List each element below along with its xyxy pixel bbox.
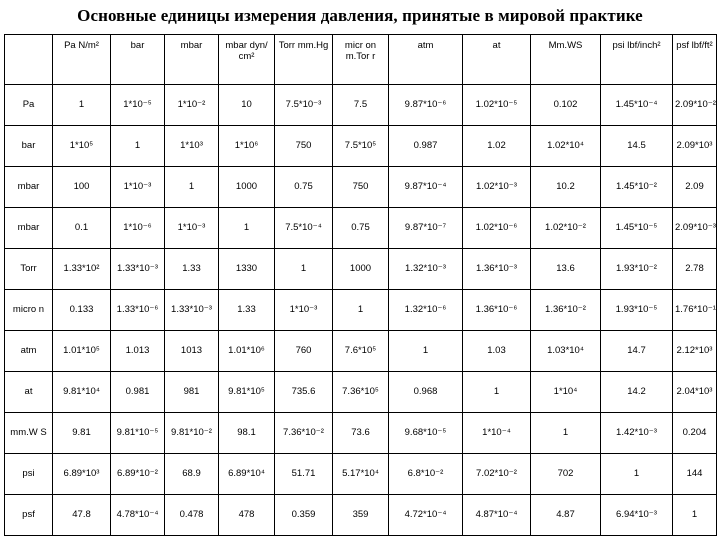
table-cell: 1.45*10⁻⁵	[601, 208, 673, 249]
table-cell: 1	[219, 208, 275, 249]
table-cell: 702	[531, 454, 601, 495]
table-cell: 2.09*10³	[673, 126, 717, 167]
row-unit-label: Torr	[5, 249, 53, 290]
table-cell: 1.93*10⁻⁵	[601, 290, 673, 331]
table-cell: 1330	[219, 249, 275, 290]
row-unit-label: Pa	[5, 85, 53, 126]
table-row	[5, 167, 717, 208]
table-cell: 1	[601, 454, 673, 495]
table-cell: 1.02*10⁴	[531, 126, 601, 167]
table-cell: 1.45*10⁻⁴	[601, 85, 673, 126]
table-cell: 0.478	[165, 495, 219, 536]
table-cell: 1.33*10⁻⁶	[111, 290, 165, 331]
table-cell: 1.01*10⁵	[53, 331, 111, 372]
table-cell: 6.89*10³	[53, 454, 111, 495]
table-cell: 750	[333, 167, 389, 208]
row-unit-label: bar	[5, 126, 53, 167]
row-unit-label: atm	[5, 331, 53, 372]
table-row	[5, 290, 717, 331]
table-cell: 9.81*10⁵	[219, 372, 275, 413]
table-cell: 1	[463, 372, 531, 413]
table-cell: 1.36*10⁻²	[531, 290, 601, 331]
table-cell: 9.81*10⁻⁵	[111, 413, 165, 454]
table-row	[5, 85, 717, 126]
table-cell: 1.01*10⁶	[219, 331, 275, 372]
table-cell: 0.75	[333, 208, 389, 249]
table-cell: 1.45*10⁻²	[601, 167, 673, 208]
table-cell: 981	[165, 372, 219, 413]
table-cell: 1.33*10²	[53, 249, 111, 290]
table-cell: 0.1	[53, 208, 111, 249]
table-cell: 7.5	[333, 85, 389, 126]
table-cell: 1.32*10⁻⁶	[389, 290, 463, 331]
row-unit-label: micro n	[5, 290, 53, 331]
table-cell: 0.987	[389, 126, 463, 167]
table-cell: 13.6	[531, 249, 601, 290]
table-cell: 760	[275, 331, 333, 372]
table-cell: 4.78*10⁻⁴	[111, 495, 165, 536]
table-cell: 1*10⁻³	[165, 208, 219, 249]
table-cell: 0.968	[389, 372, 463, 413]
table-cell: 9.68*10⁻⁵	[389, 413, 463, 454]
table-cell: 1	[389, 331, 463, 372]
table-cell: 9.81*10⁻²	[165, 413, 219, 454]
table-cell: 7.5*10⁵	[333, 126, 389, 167]
column-header: Torr mm.Hg	[275, 35, 333, 85]
table-cell: 7.5*10⁻⁴	[275, 208, 333, 249]
row-unit-label: mm.W S	[5, 413, 53, 454]
table-cell: 1	[111, 126, 165, 167]
table-cell: 7.36*10⁻²	[275, 413, 333, 454]
table-cell: 4.87*10⁻⁴	[463, 495, 531, 536]
table-cell: 1	[165, 167, 219, 208]
table-cell: 1013	[165, 331, 219, 372]
table-cell: 1.33*10⁻³	[111, 249, 165, 290]
table-cell: 359	[333, 495, 389, 536]
table-cell: 1.93*10⁻²	[601, 249, 673, 290]
table-cell: 98.1	[219, 413, 275, 454]
table-cell: 2.78	[673, 249, 717, 290]
table-cell: 2.09*10⁻²	[673, 85, 717, 126]
table-cell: 7.02*10⁻²	[463, 454, 531, 495]
table-cell: 6.8*10⁻²	[389, 454, 463, 495]
table-cell: 1*10⁻⁶	[111, 208, 165, 249]
table-cell: 1.33*10⁻³	[165, 290, 219, 331]
pressure-conversion-table	[4, 34, 717, 536]
table-cell: 1*10⁻²	[165, 85, 219, 126]
table-cell: 51.71	[275, 454, 333, 495]
table-cell: 1000	[333, 249, 389, 290]
row-unit-label: psi	[5, 454, 53, 495]
table-cell: 4.87	[531, 495, 601, 536]
table-cell: 9.87*10⁻⁶	[389, 85, 463, 126]
table-cell: 10.2	[531, 167, 601, 208]
table-cell: 1.02*10⁻⁵	[463, 85, 531, 126]
table-row	[5, 413, 717, 454]
table-cell: 14.5	[601, 126, 673, 167]
table-cell: 7.5*10⁻³	[275, 85, 333, 126]
page-title: Основные единицы измерения давления, принятые в мировой практике	[77, 6, 643, 25]
table-cell: 1*10⁻³	[111, 167, 165, 208]
table-cell: 0.981	[111, 372, 165, 413]
table-cell: 478	[219, 495, 275, 536]
column-header: at	[463, 35, 531, 85]
table-cell: 68.9	[165, 454, 219, 495]
table-cell: 2.09	[673, 167, 717, 208]
table-cell: 73.6	[333, 413, 389, 454]
table-cell: 4.72*10⁻⁴	[389, 495, 463, 536]
table-cell: 1	[531, 413, 601, 454]
table-cell: 1*10⁻⁴	[463, 413, 531, 454]
column-header: mbar	[165, 35, 219, 85]
table-row	[5, 126, 717, 167]
table-cell: 144	[673, 454, 717, 495]
column-header: Pa N/m²	[53, 35, 111, 85]
table-row	[5, 331, 717, 372]
table-cell: 0.133	[53, 290, 111, 331]
table-cell: 1.32*10⁻³	[389, 249, 463, 290]
table-cell: 1*10⁴	[531, 372, 601, 413]
table-cell: 1.33	[165, 249, 219, 290]
header-corner-cell	[5, 35, 53, 85]
table-cell: 9.87*10⁻⁴	[389, 167, 463, 208]
table-cell: 1*10⁵	[53, 126, 111, 167]
table-cell: 1.02*10⁻²	[531, 208, 601, 249]
table-cell: 1.02*10⁻⁶	[463, 208, 531, 249]
table-cell: 1*10⁻⁵	[111, 85, 165, 126]
column-header: bar	[111, 35, 165, 85]
table-cell: 0.75	[275, 167, 333, 208]
table-cell: 1.02	[463, 126, 531, 167]
row-unit-label: psf	[5, 495, 53, 536]
table-cell: 1.02*10⁻³	[463, 167, 531, 208]
table-cell: 1.03*10⁴	[531, 331, 601, 372]
column-header: psi lbf/inch²	[601, 35, 673, 85]
table-cell: 9.81*10⁴	[53, 372, 111, 413]
column-header: atm	[389, 35, 463, 85]
table-cell: 750	[275, 126, 333, 167]
table-cell: 1	[673, 495, 717, 536]
table-cell: 7.6*10⁵	[333, 331, 389, 372]
table-cell: 9.87*10⁻⁷	[389, 208, 463, 249]
column-header: mbar dyn/ cm²	[219, 35, 275, 85]
table-cell: 1.36*10⁻³	[463, 249, 531, 290]
table-row	[5, 372, 717, 413]
table-cell: 1*10⁶	[219, 126, 275, 167]
table-cell: 5.17*10⁴	[333, 454, 389, 495]
table-cell: 1000	[219, 167, 275, 208]
table-cell: 0.204	[673, 413, 717, 454]
table-cell: 1.76*10⁻¹	[673, 290, 717, 331]
table-cell: 0.102	[531, 85, 601, 126]
table-row	[5, 454, 717, 495]
table-cell: 1*10⁻³	[275, 290, 333, 331]
row-unit-label: mbar	[5, 167, 53, 208]
table-cell: 47.8	[53, 495, 111, 536]
table-cell: 1.42*10⁻³	[601, 413, 673, 454]
table-cell: 6.89*10⁻²	[111, 454, 165, 495]
table-cell: 1.36*10⁻⁶	[463, 290, 531, 331]
table-row	[5, 208, 717, 249]
header-row	[5, 35, 717, 85]
table-cell: 1	[53, 85, 111, 126]
table-cell: 14.7	[601, 331, 673, 372]
table-cell: 1	[275, 249, 333, 290]
table-cell: 14.2	[601, 372, 673, 413]
table-cell: 1.33	[219, 290, 275, 331]
column-header: psf lbf/ft²	[673, 35, 717, 85]
table-cell: 7.36*10⁵	[333, 372, 389, 413]
table-cell: 6.94*10⁻³	[601, 495, 673, 536]
table-cell: 1.013	[111, 331, 165, 372]
table-cell: 100	[53, 167, 111, 208]
row-unit-label: mbar	[5, 208, 53, 249]
row-unit-label: at	[5, 372, 53, 413]
table-row	[5, 495, 717, 536]
table-cell: 10	[219, 85, 275, 126]
table-cell: 735.6	[275, 372, 333, 413]
column-header: Mm.WS	[531, 35, 601, 85]
table-cell: 9.81	[53, 413, 111, 454]
table-cell: 1*10³	[165, 126, 219, 167]
table-cell: 2.12*10³	[673, 331, 717, 372]
table-cell: 0.359	[275, 495, 333, 536]
table-cell: 2.09*10⁻³	[673, 208, 717, 249]
table-row	[5, 249, 717, 290]
column-header: micr on m.Tor r	[333, 35, 389, 85]
table-body	[5, 85, 717, 536]
table-cell: 6.89*10⁴	[219, 454, 275, 495]
table-cell: 1.03	[463, 331, 531, 372]
table-cell: 2.04*10³	[673, 372, 717, 413]
table-cell: 1	[333, 290, 389, 331]
